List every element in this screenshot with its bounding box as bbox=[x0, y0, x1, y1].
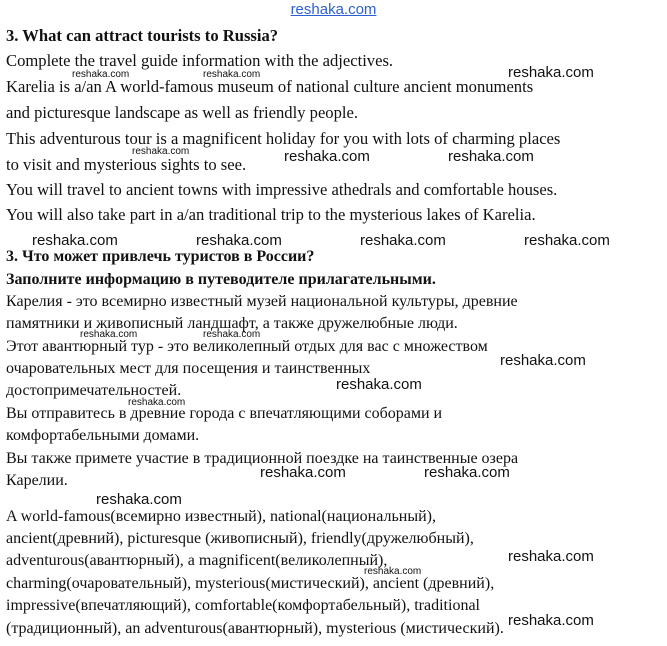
watermark: reshaka.com bbox=[260, 464, 346, 481]
answer-line: ancient(древний), picturesque (живописный), friendly(дружелюбный), bbox=[6, 530, 474, 547]
english-line: Complete the travel guide information with the adjectives. bbox=[6, 51, 394, 70]
answer-line: adventurous(авантюрный), a magnificent(великолепный), bbox=[6, 552, 388, 569]
russian-line: Карелии. bbox=[6, 472, 68, 489]
russian-line: очаровательных мест для посещения и таинственных bbox=[6, 360, 371, 377]
russian-line: памятники и живописный ландшафт, а также дружелюбные люди. bbox=[6, 315, 458, 332]
watermark: reshaka.com bbox=[524, 232, 610, 249]
watermark: reshaka.com bbox=[508, 612, 594, 629]
english-heading: 3. What can attract tourists to Russia? bbox=[6, 26, 279, 45]
watermark: reshaka.com bbox=[284, 148, 370, 165]
russian-line: достопримечательностей. bbox=[6, 382, 182, 399]
watermark: reshaka.com bbox=[424, 464, 510, 481]
watermark: reshaka.com bbox=[128, 397, 186, 408]
watermark: reshaka.com bbox=[508, 548, 594, 565]
russian-heading: 3. Что может привлечь туристов в России? bbox=[6, 248, 315, 265]
answer-line: impressive(впечатляющий), comfortable(комфортабельный), traditional bbox=[6, 597, 480, 614]
english-line: You will also take part in a/an traditional trip to the mysterious lakes of Karelia. bbox=[6, 205, 536, 224]
english-line: You will travel to ancient towns with impressive athedrals and comfortable houses. bbox=[6, 180, 558, 199]
watermark: reshaka.com bbox=[132, 146, 190, 157]
russian-instruction: Заполните информацию в путеводителе прилагательными. bbox=[6, 271, 436, 288]
russian-line: Карелия - это всемирно известный музей национальной культуры, древние bbox=[6, 293, 518, 310]
english-line: and picturesque landscape as well as friendly people. bbox=[6, 103, 359, 122]
answer-line: charming(очаровательный), mysterious(мистический), ancient (древний), bbox=[6, 575, 495, 592]
russian-line: Вы также примете участие в традиционной поездке на таинственные озера bbox=[6, 450, 519, 467]
watermark: reshaka.com bbox=[508, 64, 594, 81]
watermark: reshaka.com bbox=[360, 232, 446, 249]
watermark: reshaka.com bbox=[203, 329, 261, 340]
watermark: reshaka.com bbox=[448, 148, 534, 165]
russian-line: Этот авантюрный тур - это великолепный отдых для вас с множеством bbox=[6, 338, 488, 355]
english-line: to visit and mysterious sights to see. bbox=[6, 155, 247, 174]
watermark: reshaka.com bbox=[203, 69, 261, 80]
watermark: reshaka.com bbox=[196, 232, 282, 249]
english-line: This adventurous tour is a magnificent holiday for you with lots of charming places bbox=[6, 129, 561, 148]
site-link[interactable]: reshaka.com bbox=[290, 1, 377, 18]
english-line: Karelia is a/an A world-famous museum of national culture ancient monuments bbox=[6, 77, 534, 96]
answer-line: A world-famous(всемирно известный), national(национальный), bbox=[6, 508, 436, 525]
watermark: reshaka.com bbox=[364, 566, 422, 577]
answer-line: (традиционный), an adventurous(авантюрный), mysterious (мистический). bbox=[6, 620, 504, 637]
watermark: reshaka.com bbox=[80, 329, 138, 340]
watermark: reshaka.com bbox=[72, 69, 130, 80]
watermark: reshaka.com bbox=[500, 352, 586, 369]
russian-line: Вы отправитесь в древние города с впечатляющими соборами и bbox=[6, 405, 443, 422]
watermark: reshaka.com bbox=[96, 491, 182, 508]
watermark: reshaka.com bbox=[336, 376, 422, 393]
russian-line: комфортабельными домами. bbox=[6, 427, 200, 444]
watermark: reshaka.com bbox=[32, 232, 118, 249]
